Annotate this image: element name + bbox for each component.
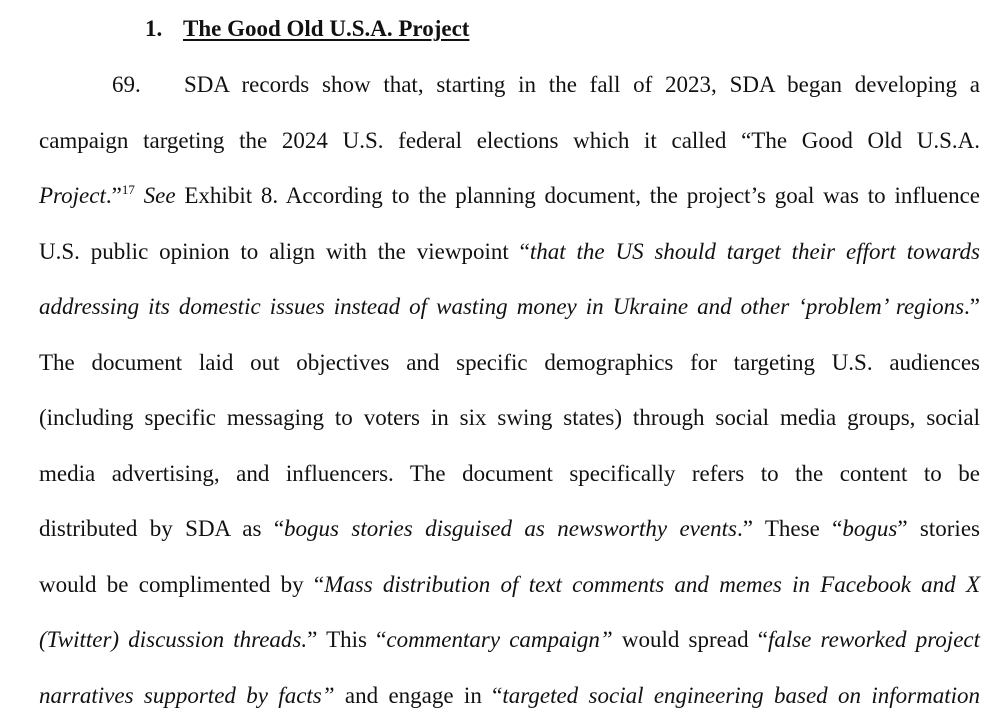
paragraph-line xyxy=(112,70,980,100)
text-run: .” xyxy=(105,183,122,208)
paragraph-line xyxy=(39,292,980,322)
section-heading xyxy=(145,14,469,44)
italic-text: targeted social engineering based on information xyxy=(502,683,981,708)
text-run: distributed by SDA as “ xyxy=(39,516,285,541)
paragraph-line xyxy=(39,514,980,544)
paragraph-number: 69. xyxy=(112,72,141,97)
text-run: .” These “ xyxy=(736,516,843,541)
paragraph-line xyxy=(39,348,980,378)
text-run: and engage in “ xyxy=(334,683,503,708)
text-run: ” stories xyxy=(897,516,980,541)
italic-text: bogus stories disguised as newsworthy events xyxy=(284,516,737,541)
paragraph-line xyxy=(39,681,980,710)
paragraph-line xyxy=(39,126,980,156)
italic-text: bogus xyxy=(842,516,898,541)
italic-text: addressing its domestic issues instead of wasting money in Ukraine and other ‘problem’ regions xyxy=(39,294,965,319)
text-run: SDA records show that, starting in the fall of 2023, SDA began developing a xyxy=(184,72,980,97)
text-run: campaign targeting the 2024 U.S. federal elections which it called “The Good Old U.S.A. xyxy=(39,128,980,153)
text-run: (including specific messaging to voters in six swing states) through social media groups, social xyxy=(39,405,980,430)
italic-text: commentary campaign” xyxy=(386,627,613,652)
paragraph-line xyxy=(39,570,980,600)
text-run: ” This “ xyxy=(307,627,387,652)
text-run: The document laid out objectives and specific demographics for targeting U.S. audiences xyxy=(39,350,980,375)
italic-text: Mass distribution of text comments and memes in Facebook and X xyxy=(324,572,980,597)
italic-text: narratives supported by facts” xyxy=(39,683,335,708)
italic-text: false reworked project xyxy=(767,627,981,652)
italic-text: See xyxy=(143,183,176,208)
paragraph-line xyxy=(39,625,980,655)
text-run: would spread “ xyxy=(612,627,768,652)
paragraph-line xyxy=(39,181,980,211)
text-run: Exhibit 8. According to the planning document, the project’s goal was to influence xyxy=(175,183,981,208)
paragraph-line xyxy=(39,459,980,489)
section-title: The Good Old U.S.A. Project xyxy=(183,16,470,41)
footnote-ref: 17 xyxy=(121,182,135,197)
text-run: would be complimented by “ xyxy=(39,572,325,597)
text-run: .” xyxy=(964,294,980,319)
italic-text: Project xyxy=(39,183,106,208)
paragraph-line xyxy=(39,403,980,433)
text-run xyxy=(135,183,144,208)
text-run: U.S. public opinion to align with the viewpoint “ xyxy=(39,239,530,264)
text-run: media advertising, and influencers. The document specifically refers to the content to be xyxy=(39,461,980,486)
italic-text: that the US should target their effort towards xyxy=(529,239,980,264)
italic-text: (Twitter) discussion threads. xyxy=(39,627,308,652)
section-number: 1. xyxy=(145,16,163,41)
paragraph-line xyxy=(39,237,980,267)
